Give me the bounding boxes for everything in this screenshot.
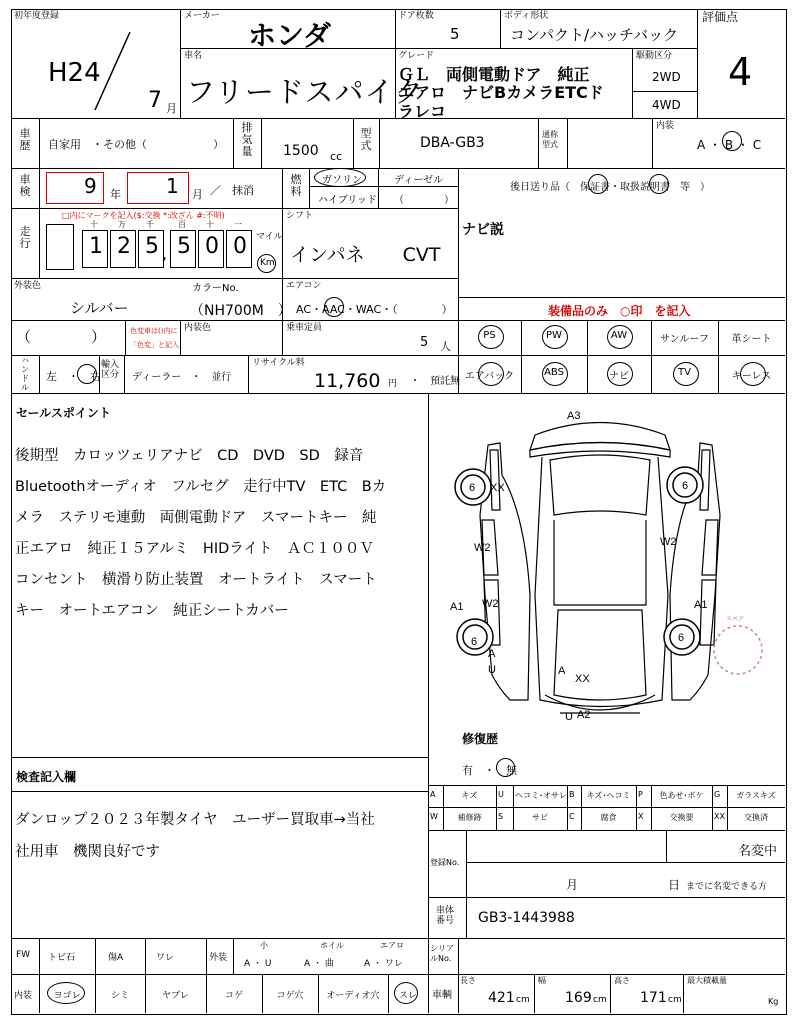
length-unit: cm (516, 995, 530, 1005)
legend-value: キズ･ヘコミ (586, 791, 631, 800)
score-label: 評価点 (702, 10, 739, 24)
odometer-unit-label: 十 (206, 220, 214, 229)
mark: A1 (450, 601, 464, 613)
odometer-unit-label: 百 (178, 220, 186, 229)
legend-divider (513, 785, 514, 830)
grade-line-1: ＧＬ 両側電動ドア 純正 (398, 65, 590, 84)
fuel-hybrid: ハイブリッド (318, 195, 377, 206)
color-change-note-1: 色変車は()内に (130, 327, 178, 335)
mark: A2 (577, 709, 591, 721)
divider (388, 974, 389, 1013)
odometer (82, 222, 254, 270)
legend-key: C (569, 812, 575, 821)
mileage-note: □内にマークを記入($:交換 *:改ざん #:不明) (62, 211, 225, 220)
divider (95, 974, 96, 1013)
interior-color-label: 内装色 (184, 323, 212, 333)
color-change-note-2: 「色変」と記入 (130, 341, 179, 349)
deadline-month: 月 (566, 878, 579, 892)
sales-title: セールスポイント (16, 406, 111, 420)
handle-label: ハンドル (21, 356, 29, 392)
deadline-day: 日 (668, 878, 681, 892)
fuel-label: 燃料 (290, 173, 302, 198)
score-value: 4 (728, 50, 753, 94)
circle-mark (324, 297, 344, 317)
inspection-note-line: 社用車 機関良好です (15, 844, 160, 860)
max-load-unit: Kg (768, 997, 779, 1006)
circle-mark (314, 168, 366, 187)
legend-value: 補修跡 (457, 813, 482, 822)
registration-month: 7 (148, 88, 162, 113)
exterior-group-label: ホイル (320, 941, 344, 950)
legend-value: ガラスキズ (736, 791, 776, 800)
interior-grade-value: A ・ B ・ C (697, 138, 762, 152)
divider (145, 974, 146, 1013)
circle-mark (478, 362, 504, 386)
fw-label: FW (16, 950, 31, 960)
odometer-unit-label: 十 (90, 220, 98, 229)
dims-label: 車輌 (432, 990, 452, 1001)
equipment-item: AW (610, 330, 628, 341)
divider (145, 938, 146, 974)
fuel-diesel: ディーゼル (394, 175, 443, 186)
legend-divider (636, 785, 637, 830)
maker-value: ホンダ (248, 19, 331, 52)
odometer-digit: 0 (233, 234, 247, 259)
divider (206, 938, 207, 974)
carname-value: フリードスパイク (186, 75, 424, 109)
interior-item: スレ (398, 991, 417, 1001)
capacity-unit: 人 (440, 340, 451, 353)
spare-label: スペア (726, 617, 745, 623)
mileage-label: 走行 (19, 225, 31, 250)
circle-mark (740, 362, 766, 386)
interior-item: ヨゴレ (53, 991, 81, 1001)
circle-mark (607, 362, 633, 386)
model-label: 型式 (360, 127, 372, 152)
drive-2wd: 2WD (652, 70, 681, 84)
chassis-label: 車体番号 (436, 906, 455, 926)
equipment-item: TV (678, 367, 691, 378)
odometer-digit: 2 (117, 234, 131, 259)
mileage-mark-box (46, 224, 74, 270)
recycle-note: ・ 預託無 (410, 376, 460, 387)
odometer-unit-label: 万 (118, 220, 126, 229)
legend-divider (727, 785, 728, 830)
drive-label: 駆動区分 (636, 51, 673, 61)
exterior-group-label: 小 (260, 941, 268, 950)
sales-line: キー オートエアコン 純正シートカバー (15, 603, 289, 619)
inspection-month: 1 (166, 174, 179, 198)
legend-divider (651, 785, 652, 830)
mark: A (558, 665, 566, 677)
width-unit: cm (593, 995, 607, 1005)
damage-diagram (430, 395, 784, 725)
mile-label: マイル (256, 232, 283, 242)
circle-mark (77, 364, 97, 384)
date-slash (90, 30, 140, 115)
legend-value: ヘコミ･オサレ (515, 791, 567, 800)
odometer-digit: 0 (205, 234, 219, 259)
mark: 6 (682, 480, 689, 492)
deadline-text: までに名変できる方 (686, 882, 768, 892)
history-value: 自家用 ・その他（ ） (48, 138, 224, 151)
aircon-value: AC・AAC・WAC・（ ） (296, 303, 453, 316)
doors-value: 5 (450, 25, 460, 43)
grade-label: グレード (398, 51, 435, 61)
divider (206, 974, 207, 1013)
divider (39, 938, 40, 974)
interior-grade-label: 内装 (656, 121, 675, 131)
circle-mark (673, 362, 699, 386)
equipment-item: ナビ (609, 371, 629, 382)
circle-mark (607, 325, 633, 349)
equipment-item: キーレス (731, 371, 772, 382)
fw-item: トビ石 (48, 953, 76, 963)
length-label: 長さ (460, 976, 476, 985)
maker-label: メーカー (184, 11, 220, 21)
mark: A1 (694, 599, 708, 611)
legend-key: XX (714, 812, 725, 821)
circle-mark (722, 131, 742, 151)
odometer-digit: 1 (89, 234, 103, 259)
color-change-paren: （ ） (16, 328, 107, 346)
legend-value: 交換要 (669, 813, 694, 822)
common-model-label: 通称型式 (542, 130, 558, 149)
mark: W2 (660, 536, 677, 548)
shift-label: シフト (286, 211, 314, 221)
legend-divider (581, 785, 582, 830)
legend-value: 交換済 (744, 813, 768, 822)
divider (39, 974, 40, 1013)
legend-key: P (638, 790, 643, 799)
carname-label: 車名 (184, 51, 203, 61)
interior-item: コゲ (224, 991, 243, 1001)
divider (95, 938, 96, 974)
legend-key: S (498, 812, 504, 821)
inspection-note-line: ダンロップ２０２３年製タイヤ ユーザー買取車→当社 (15, 812, 375, 828)
import-label: 輸入区分 (101, 360, 120, 380)
km-label: Km (260, 258, 275, 268)
legend-key: W (430, 812, 438, 821)
exterior-row-label: 外装 (209, 953, 228, 963)
equipment-item: PS (483, 330, 496, 341)
first-registration-label: 初年度登録 (14, 11, 60, 21)
legend-value: 色あせ･ボケ (659, 791, 704, 800)
mark: 6 (678, 632, 685, 644)
legend-divider (496, 785, 497, 830)
mark: A (488, 648, 496, 660)
inspection-month-unit: 月 (192, 188, 203, 201)
mark: 6 (471, 636, 478, 648)
body-label: ボディ形状 (504, 11, 549, 21)
inspection-year-unit: 年 (110, 188, 121, 201)
sales-line: Bluetoothオーディオ フルセグ 走行中TV ETC Bカ (15, 479, 387, 495)
exterior-color-label: 外装色 (14, 281, 42, 291)
exterior-group-options: A ・ 曲 (304, 959, 334, 969)
circle-mark (47, 982, 85, 1004)
inspection-year: 9 (84, 174, 97, 198)
circle-mark (257, 254, 276, 273)
circle-mark (496, 758, 515, 777)
chassis-value: GB3-1443988 (478, 910, 575, 926)
displacement-unit: cc (330, 150, 343, 163)
interior-item: ヤブレ (162, 991, 189, 1001)
circle-mark (588, 174, 608, 194)
repair-history-label: 修復歴 (462, 732, 499, 746)
serial-label: シリアルNo. (430, 944, 454, 963)
history-label: 車歴 (19, 127, 31, 152)
equipment-title: 装備品のみ ○印 を記入 (548, 304, 691, 318)
interior-row-label: 内装 (14, 991, 33, 1001)
divider (318, 974, 319, 1013)
legend-key: X (638, 812, 644, 821)
width-label: 幅 (538, 976, 546, 985)
odometer-unit-label: 一 (234, 220, 242, 229)
mark: U (565, 711, 573, 723)
circle-mark (394, 982, 418, 1004)
legend-divider (567, 785, 568, 830)
inspection-label: 車検 (19, 173, 31, 198)
odometer-comma: , (162, 244, 168, 263)
divider (262, 974, 263, 1013)
equipment-item: ABS (544, 367, 564, 378)
aircon-label: エアコン (286, 281, 322, 291)
mark: 6 (469, 482, 476, 494)
mark: W2 (482, 598, 499, 610)
exterior-group-options: A ・ U (244, 959, 272, 969)
legend-key: G (714, 790, 721, 799)
doors-label: ドア枚数 (398, 11, 434, 21)
documents-text: 後日送り品（ 保証書・取扱説明書 等 ） (510, 182, 710, 193)
repair-history-value: 有 ・ 無 (462, 764, 517, 777)
odometer-digit: 5 (177, 234, 191, 259)
fw-item: ワレ (156, 953, 175, 963)
month-unit: 月 (166, 102, 177, 115)
legend-key: B (569, 790, 575, 799)
mark: XX (575, 673, 590, 685)
recycle-unit: 円 (388, 379, 398, 389)
circle-mark (542, 325, 568, 349)
name-change-label: 名変中 (738, 844, 778, 859)
legend-divider (712, 785, 713, 830)
interior-item: コゲ穴 (276, 991, 304, 1001)
import-value: ディーラー ・ 並行 (132, 372, 232, 383)
equipment-item: PW (546, 330, 562, 341)
fw-item: 傷A (108, 953, 124, 963)
fuel-other: （ ） (394, 195, 454, 206)
circle-mark (542, 362, 568, 386)
recycle-value: 11,760 (314, 370, 381, 392)
sales-line: 正エアロ 純正１５アルミ HIDライト ＡＣ１００Ｖ (15, 541, 374, 557)
shift-value: インパネ CVT (290, 244, 441, 266)
navi-label: ナビ説 (462, 222, 504, 238)
height-unit: cm (668, 995, 682, 1005)
capacity-label: 乗車定員 (286, 323, 323, 333)
capacity-value: 5 (420, 335, 429, 350)
circle-mark (478, 325, 504, 349)
model-value: DBA-GB3 (420, 135, 485, 151)
colorno-value: （NH700M ） (190, 303, 292, 319)
grade-line-2: エアロ ナビBカメラETCド (398, 83, 604, 102)
mark: A3 (567, 410, 581, 422)
exterior-group-label: エアロ (380, 941, 404, 950)
legend-value: 腐食 (600, 813, 617, 822)
displacement-value: 1500 (283, 143, 319, 159)
legend-key: A (430, 790, 436, 799)
recycle-label: リサイクル料 (252, 358, 305, 368)
exterior-color-value: シルバー (70, 299, 129, 317)
legend-value: サビ (532, 813, 548, 822)
mark: W2 (474, 542, 491, 554)
colorno-label: カラーNo. (192, 283, 239, 294)
registration-year: H24 (48, 58, 101, 88)
mark: U (488, 664, 496, 676)
fuel-gasoline: ガソリン (322, 175, 362, 186)
equipment-item: サンルーフ (660, 334, 709, 345)
sales-line: 後期型 カロッツェリアナビ CD DVD SD 録音 (15, 448, 364, 464)
sales-line: コンセント 横滑り防止装置 オートライト スマート (15, 572, 377, 588)
height-value: 171 (640, 990, 667, 1006)
inspection-notes-title: 検査記入欄 (16, 770, 77, 784)
regno-label: 登録No. (430, 858, 460, 867)
body-value: コンパクト/ハッチバック (510, 26, 679, 44)
max-load-label: 最大積載量 (687, 976, 727, 985)
displacement-label: 排気量 (241, 121, 253, 158)
legend-divider (443, 785, 444, 830)
handle-value: 左 ・ 右 (46, 370, 101, 383)
equipment-item: エアバック (464, 371, 515, 382)
divider (233, 938, 234, 974)
interior-item: オーディオ穴 (326, 991, 380, 1001)
odometer-digit: 5 (145, 234, 159, 259)
interior-item: シミ (110, 991, 129, 1001)
erase-label: ／ 抹消 (210, 184, 254, 197)
mark: XX (490, 482, 505, 494)
legend-value: キズ (461, 791, 478, 800)
width-value: 169 (565, 990, 592, 1006)
grade-line-3: ラレコ (398, 102, 447, 121)
exterior-group-options: A ・ ワレ (364, 959, 403, 969)
height-label: 高さ (614, 976, 630, 985)
odometer-unit-label: 千 (146, 220, 154, 229)
circle-mark (649, 174, 669, 194)
legend-key: U (498, 790, 504, 799)
drive-4wd: 4WD (652, 98, 681, 112)
length-value: 421 (488, 990, 515, 1006)
sales-line: メラ ステリモ連動 両側電動ドア スマートキー 純 (15, 510, 377, 526)
equipment-item: 革シート (731, 334, 772, 345)
